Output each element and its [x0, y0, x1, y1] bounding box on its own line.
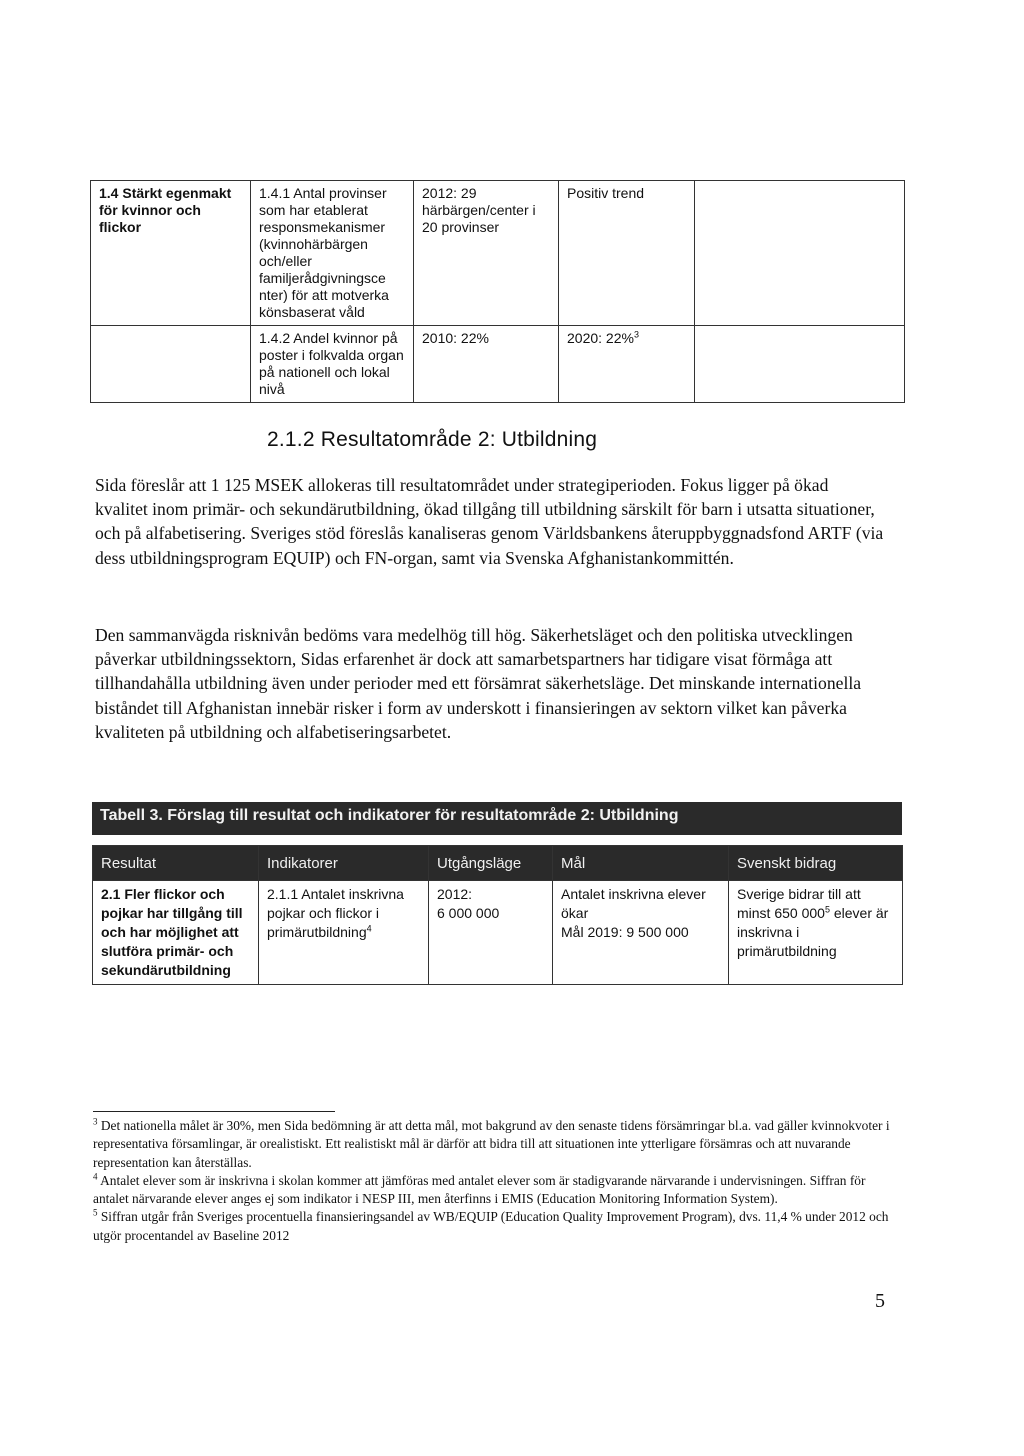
- contribution-text: elever är inskrivna i primärutbildning: [737, 905, 889, 959]
- results-table-area-2: [92, 845, 903, 985]
- table-3: [92, 802, 902, 985]
- footnote: [93, 1208, 893, 1245]
- baseline-cell: [429, 881, 553, 985]
- contribution-text: Sverige bidrar till att minst 650 000: [737, 886, 861, 921]
- footnote-text: Antalet elever som är inskrivna i skolan kommer att jämföras med antalet elever som är stadigvarande närvarande i undervisningen. Siffran för antalet närvarande elever anges ej som indikator i NESP III, men återfinns i EMIS (Education Monitoring Information System).: [93, 1172, 866, 1207]
- footnote-ref: 5: [824, 904, 830, 915]
- column-header: Mål: [553, 846, 729, 881]
- indicator-cell: [259, 881, 429, 985]
- result-cell: 1.4 Stärkt egenmakt för kvinnor och flickor: [91, 181, 251, 326]
- result-cell: 2.1 Fler flickor och pojkar har tillgång till och har möjlighet att slutföra primär- och sekundärutbildning: [93, 881, 259, 985]
- baseline-value: 6 000 000: [437, 905, 500, 921]
- target-text: Antalet inskrivna elever ökar: [561, 886, 706, 921]
- body-paragraph: Sida föreslår att 1 125 MSEK allokeras till resultatområdet under strategiperioden. Fokus ligger på ökad kvalitet inom primär- och sekundärutbildning, ökad tillgång till utbildning särskilt för barn i utsatta situationer, och på alfabetisering. Sveriges stöd föreslås kanaliseras genom Världsbankens återuppbyggnadsfond ARTF (via dess utbildningsprogram EQUIP) och FN-organ, samt via Svenska Afghanistankommittén.: [95, 475, 884, 568]
- footnote-mark: 3: [93, 1116, 98, 1127]
- indicator-cell: 1.4.2 Andel kvinnor på poster i folkvalda organ på nationell och lokal nivå: [251, 326, 414, 403]
- footnote: [93, 1117, 893, 1172]
- results-table-area-1: [90, 180, 905, 403]
- footnote-ref: 4: [366, 923, 372, 934]
- indicator-text: 2.1.1 Antalet inskrivna pojkar och flickor i primärutbildning: [267, 886, 404, 940]
- table-row: [93, 881, 903, 985]
- table-row: [91, 181, 905, 326]
- footnote: [93, 1172, 893, 1209]
- column-header: Svenskt bidrag: [729, 846, 903, 881]
- result-cell: [91, 326, 251, 403]
- column-header: Utgångsläge: [429, 846, 553, 881]
- footnote-mark: 4: [93, 1171, 98, 1182]
- column-header: Indikatorer: [259, 846, 429, 881]
- contribution-cell: [695, 326, 905, 403]
- target-cell: [559, 326, 695, 403]
- baseline-cell: 2012: 29 härbärgen/center i 20 provinser: [414, 181, 559, 326]
- footnote-text: Det nationella målet är 30%, men Sida bedömning är att detta mål, mot bakgrund av den senaste tidens försämringar bl.a. vad gäller kvinnokvoter i representativa församlingar, är orealistiskt. Ett realistiskt mål är därför att bidra till att situationen inte ytterligare försämras och att nuvarande representation kan återställas.: [93, 1118, 890, 1170]
- baseline-cell: 2010: 22%: [414, 326, 559, 403]
- target-text: 2020: 22%: [567, 330, 634, 346]
- footnote-mark: 5: [93, 1208, 98, 1219]
- footnote-ref: 3: [633, 329, 639, 340]
- section-heading: 2.1.2 Resultatområde 2: Utbildning: [267, 428, 598, 451]
- body-paragraph: Den sammanvägda risknivån bedöms vara medelhög till hög. Säkerhetsläget och den politiska utvecklingen påverkar utbildningssektorn, Sidas erfarenhet är dock att samarbetspartners har tidigare visat förmåga att tillhandahålla utbildning även under perioder med ett försämrat säkerhetsläge. Det minskande internationella biståndet till Afghanistan innebär risker i form av underskott i finansieringen av sektorn vilket kan påverka kvaliteten på utbildning och alfabetiseringsarbetet.: [95, 625, 862, 742]
- target-text: Mål 2019: 9 500 000: [561, 924, 689, 940]
- indicator-cell: 1.4.1 Antal provinser som har etablerat responsmekanismer (kvinnohärbärgen och/eller familjerådgivningsce nter) för att motverka könsbaserat våld: [251, 181, 414, 326]
- contribution-cell: [695, 181, 905, 326]
- target-cell: Positiv trend: [559, 181, 695, 326]
- column-header: Resultat: [93, 846, 259, 881]
- baseline-label: 2012:: [437, 886, 473, 902]
- footnote-divider: [93, 1111, 335, 1112]
- footnotes: [93, 1117, 893, 1245]
- footnote-text: Siffran utgår från Sveriges procentuella finansieringsandel av WB/EQUIP (Education Quality Improvement Program), dvs. 11,4 % under 2012 och utgör procentandel av Baseline 2012: [93, 1209, 889, 1243]
- table-header-row: [93, 846, 903, 881]
- contribution-cell: [729, 881, 903, 985]
- table-caption: Tabell 3. Förslag till resultat och indikatorer för resultatområde 2: Utbildning: [92, 802, 902, 835]
- table-row: [91, 326, 905, 403]
- target-cell: [553, 881, 729, 985]
- page-number: 5: [875, 1290, 885, 1312]
